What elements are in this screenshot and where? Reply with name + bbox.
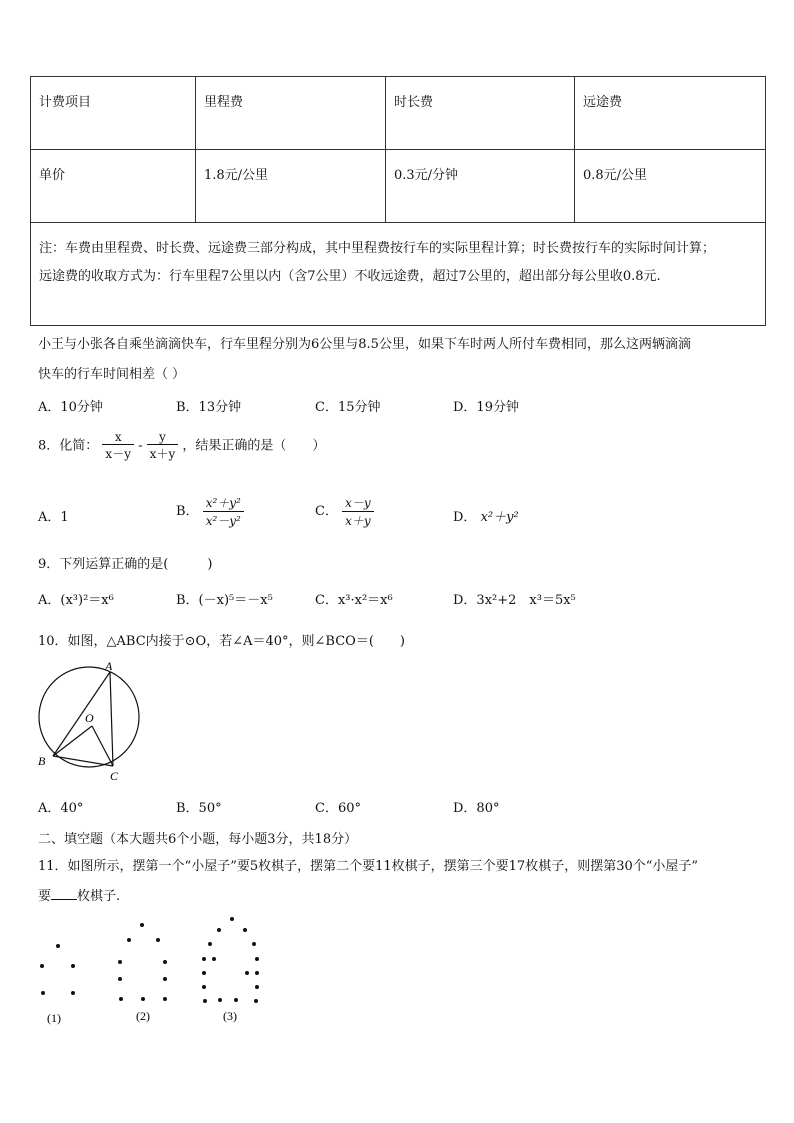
chess-dot [71,991,75,995]
q8-option-d-expression: x²＋y² [480,510,519,525]
segment-oc [92,726,113,766]
house-1 [40,944,75,995]
q11-stem-pre: 要 [38,889,52,904]
chess-dot [255,971,259,975]
label-a: A [105,659,113,673]
chess-dot [127,938,131,942]
chess-dot [255,957,259,961]
figure-caption-2: (2) [136,1009,150,1023]
q7-stem-line-1: 小王与小张各自乘坐滴滴快车，行车里程分别为6公里与8.5公里，如果下车时两人所付车费相同，那么这两辆滴滴 [38,337,691,352]
q8-option-b-denominator: x²－y² [205,514,241,528]
q7-option-a: A．10分钟 [38,400,103,415]
chess-dot [202,971,206,975]
chess-dot [234,998,238,1002]
chess-dot [71,964,75,968]
q8-option-c-fraction [342,494,374,529]
segment-bc [53,756,113,766]
q9-option-d: D．3x²+2 x³＝5x⁵ [453,593,576,608]
circle-triangle-figure [30,658,180,786]
chess-dot [119,997,123,1001]
chess-dot [203,999,207,1003]
q11-stem-line-2 [38,885,120,904]
chess-dot [141,997,145,1001]
fee-cell: 0.3元/分钟 [386,150,575,223]
chess-dot [202,957,206,961]
chess-dot [254,999,258,1003]
q8-option-b-fraction [203,494,244,529]
q8-option-c [315,494,374,529]
chess-dot [202,985,206,989]
q10-stem: 10．如图，△ABC内接于⊙O，若∠A＝40°，则∠BCO＝( ) [38,634,405,649]
q9-option-a: A．(x³)²＝x⁶ [38,593,114,608]
chess-dot [163,997,167,1001]
q8-option-b [176,494,244,529]
chess-house-figure [30,912,280,1032]
q8-option-b-label: B． [176,504,199,519]
chess-dot [243,928,247,932]
fee-header-cell: 里程费 [196,77,386,150]
chess-dot [218,998,222,1002]
label-o: O [85,711,94,725]
q8-minus: - [138,438,143,454]
fee-note [31,223,766,326]
q8-fraction-2 [147,430,179,462]
fee-cell: 单价 [31,150,196,223]
fee-table [30,76,766,326]
chess-dot [230,917,234,921]
q9-option-b: B．(－x)⁵＝－x⁵ [176,593,273,608]
chess-dot [163,960,167,964]
q10-option-b: B．50° [176,801,222,816]
section-heading: 二、填空题（本大题共6个小题，每小题3分，共18分） [38,832,358,847]
chess-dot [163,977,167,981]
q8-option-c-denominator: x＋y [345,514,371,528]
fee-table-note-row [31,223,766,326]
chess-dot [41,991,45,995]
fee-table-header-row [31,77,766,150]
fee-cell: 0.8元/公里 [575,150,766,223]
q8-fraction-2-numerator: y [147,430,179,445]
fee-header-cell: 计费项目 [31,77,196,150]
chess-dot [118,977,122,981]
segment-ac [110,672,113,766]
fee-table-price-row [31,150,766,223]
q7-option-d: D．19分钟 [453,400,519,415]
q8-fraction-2-denominator: x＋y [149,447,176,461]
q8-option-c-label: C． [315,504,338,519]
segment-bo [53,726,92,756]
q11-stem-line-1: 11．如图所示，摆第一个“小屋子”要5枚棋子，摆第二个要11枚棋子，摆第三个要17枚棋子，则摆第30个“小屋子” [38,859,699,874]
q8-option-b-numerator: x²＋y² [203,494,244,512]
fee-header-cell: 时长费 [386,77,575,150]
q9-option-c: C．x³·x²＝x⁶ [315,593,393,608]
fee-cell: 1.8元/公里 [196,150,386,223]
q11-stem-post: 枚棋子. [77,889,121,904]
q8-suffix: ，结果正确的是（ ） [182,438,326,454]
figure-caption-3: (3) [223,1009,237,1023]
chess-dot [118,960,122,964]
q8-fraction-1 [102,430,134,462]
label-b: B [38,754,46,768]
q9-stem: 9．下列运算正确的是( ) [38,557,213,572]
chess-dot [208,942,212,946]
chess-dot [245,971,249,975]
q8-option-d-label: D． [453,510,477,525]
chess-dot [252,942,256,946]
q8-stem [38,430,325,462]
q8-fraction-1-denominator: x－y [105,447,131,461]
q8-option-a: A．1 [38,510,69,525]
q10-option-c: C．60° [315,801,361,816]
chess-dot [156,938,160,942]
q7-option-b: B．13分钟 [176,400,242,415]
answer-blank [51,899,77,900]
q8-option-d [453,506,519,525]
house-3 [202,917,259,1003]
q8-fraction-1-numerator: x [102,430,134,445]
chess-dot [140,923,144,927]
chess-dot [40,964,44,968]
q7-stem-line-2: 快车的行车时间相差（ ） [38,367,186,382]
label-c: C [110,769,119,783]
q10-option-d: D．80° [453,801,500,816]
q10-option-a: A．40° [38,801,84,816]
q8-option-c-numerator: x－y [342,494,374,512]
fee-header-cell: 远途费 [575,77,766,150]
q7-option-c: C．15分钟 [315,400,381,415]
house-2 [118,923,167,1001]
fee-note-line-2: 远途费的收取方式为：行车里程7公里以内（含7公里）不收远途费，超过7公里的，超出部分每公里收0.8元. [39,269,661,284]
chess-dot [217,928,221,932]
chess-dot [56,944,60,948]
chess-dot [255,985,259,989]
fee-note-line-1: 注：车费由里程费、时长费、远途费三部分构成，其中里程费按行车的实际里程计算；时长费按行车的实际时间计算； [39,241,716,256]
figure-caption-1: (1) [47,1011,61,1025]
chess-dot [212,957,216,961]
q8-prefix: 8．化简： [38,438,99,454]
